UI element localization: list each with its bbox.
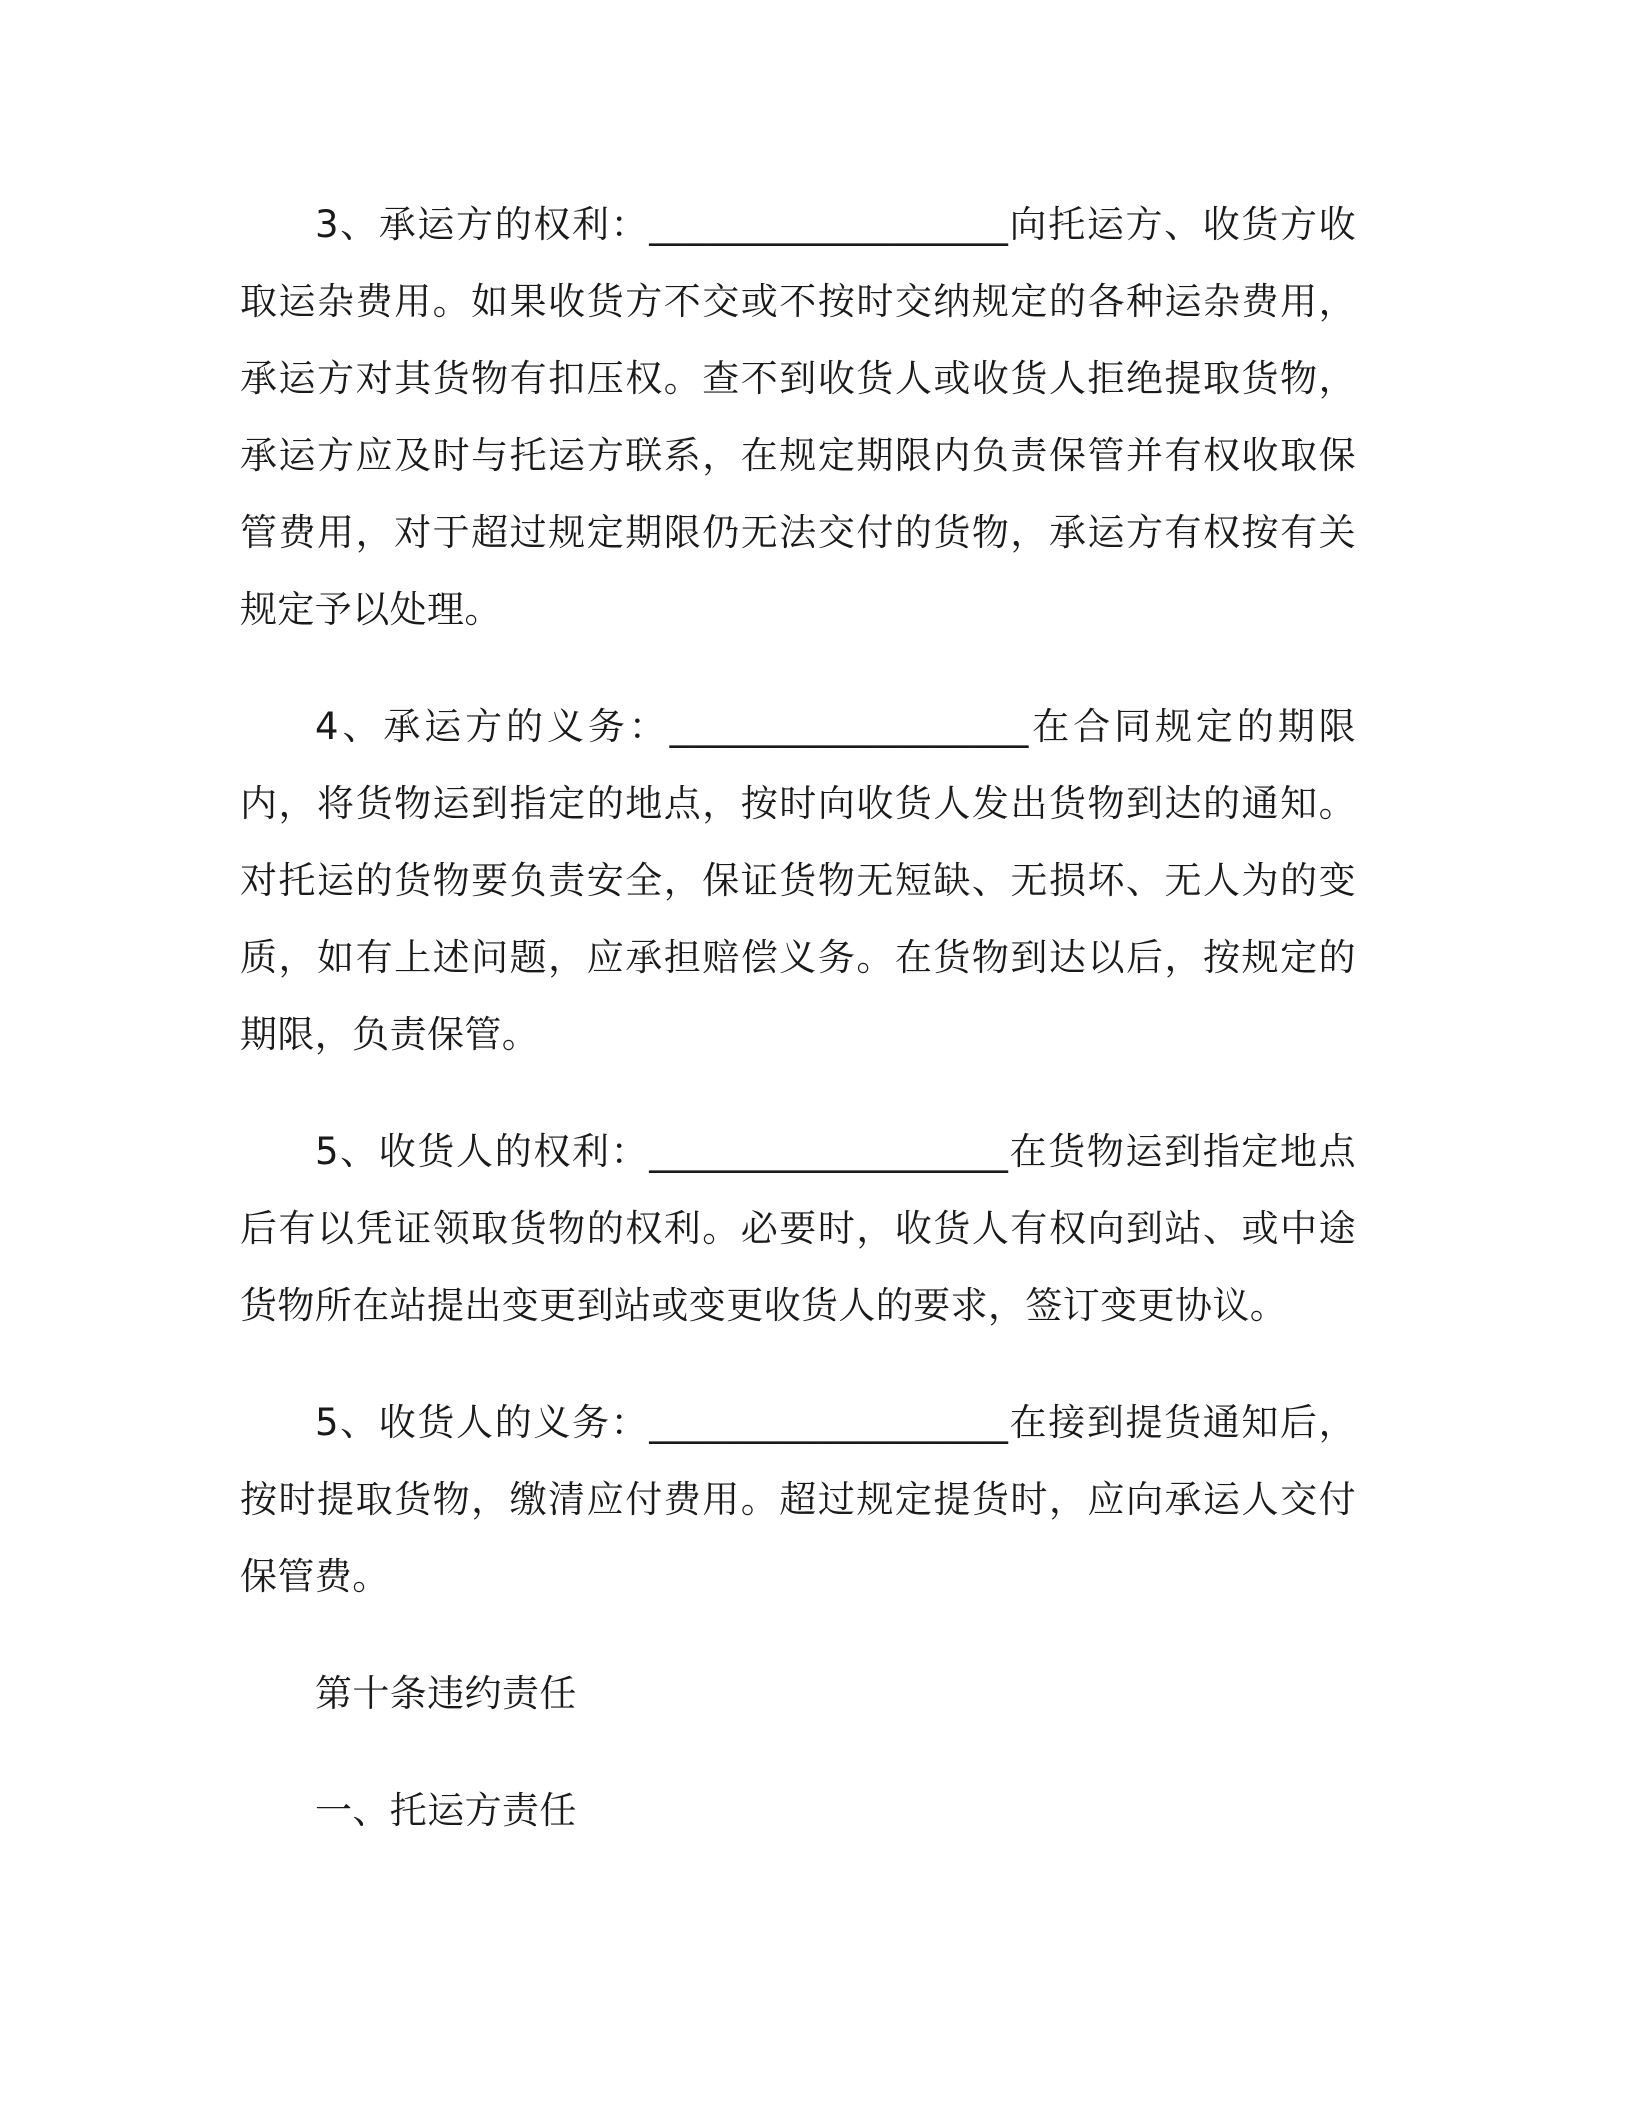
fill-in-blank: ___________________ — [649, 203, 1009, 246]
paragraph-text: 在接到提货通知后，按时提取货物，缴清应付费用。超过规定提货时，应向承运人交付保管费。 — [240, 1401, 1356, 1598]
paragraph-consignee-rights — [240, 1113, 1356, 1344]
paragraph-carrier-obligations — [240, 688, 1356, 1073]
document-body — [240, 186, 1356, 1889]
paragraph-label: 4、承运方的义务： — [315, 705, 670, 748]
paragraph-carrier-rights — [240, 186, 1356, 648]
subsection-heading-shipper-liability: 一、托运方责任 — [315, 1789, 577, 1832]
paragraph-text: 在合同规定的期限内，将货物运到指定的地点，按时向收货人发出货物到达的通知。对托运的货物要负责安全，保证货物无短缺、无损坏、无人为的变质，如有上述问题，应承担赔偿义务。在货物到达以后，按规定的期限，负责保管。 — [240, 705, 1357, 1056]
section-heading-breach-liability: 第十条违约责任 — [315, 1672, 577, 1715]
paragraph-label: 5、收货人的义务： — [315, 1401, 650, 1444]
fill-in-blank: ___________________ — [669, 705, 1029, 748]
paragraph-label: 5、收货人的权利： — [315, 1130, 650, 1173]
fill-in-blank: ___________________ — [649, 1130, 1009, 1173]
paragraph-text: 在货物运到指定地点后有以凭证领取货物的权利。必要时，收货人有权向到站、或中途货物所在站提出变更到站或变更收货人的要求，签订变更协议。 — [240, 1130, 1356, 1327]
paragraph-consignee-obligations — [240, 1384, 1356, 1615]
fill-in-blank: ___________________ — [649, 1401, 1009, 1444]
paragraph-text: 向托运方、收货方收取运杂费用。如果收货方不交或不按时交纳规定的各种运杂费用，承运方对其货物有扣压权。查不到收货人或收货人拒绝提取货物，承运方应及时与托运方联系，在规定期限内负责保管并有权收取保管费用，对于超过规定期限仍无法交付的货物，承运方有权按有关规定予以处理。 — [240, 203, 1356, 631]
paragraph-label: 3、承运方的权利： — [315, 203, 650, 246]
